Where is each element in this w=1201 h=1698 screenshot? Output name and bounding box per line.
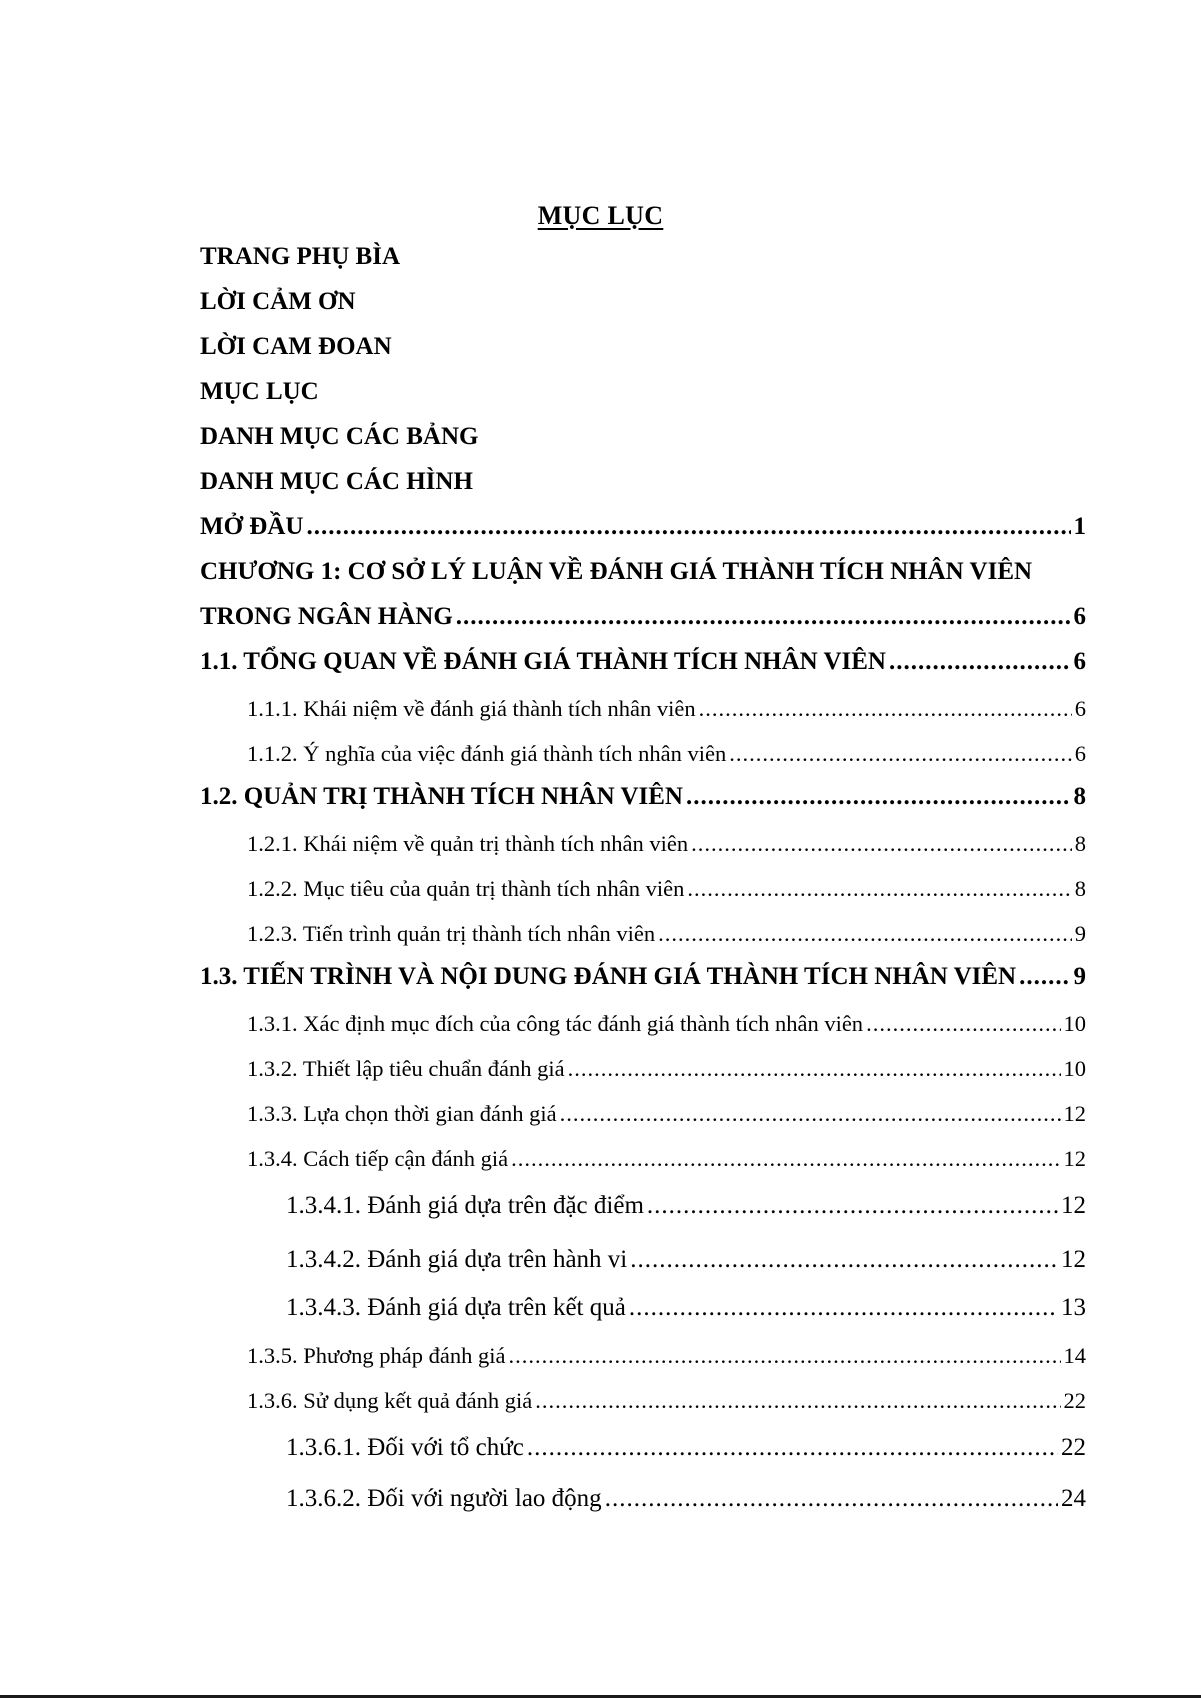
dot-leader bbox=[456, 603, 1071, 631]
dot-leader bbox=[630, 1246, 1058, 1274]
toc-entry-label: 1.2.3. Tiến trình quản trị thành tích nhân viên bbox=[247, 921, 656, 946]
toc-entry-label: 1.1.2. Ý nghĩa của việc đánh giá thành tích nhân viên bbox=[247, 741, 727, 766]
dot-leader bbox=[647, 1192, 1058, 1220]
toc-entry-label: 1.3.1. Xác định mục đích của công tác đánh giá thành tích nhân viên bbox=[247, 1011, 864, 1036]
dot-leader bbox=[511, 1146, 1060, 1172]
dot-leader bbox=[729, 741, 1072, 767]
toc-page-number: 8 bbox=[1074, 831, 1086, 856]
toc-entry bbox=[200, 603, 1086, 631]
toc-entry-label: 1.1.1. Khái niệm về đánh giá thành tích nhân viên bbox=[247, 696, 696, 721]
toc-entry-label: LỜI CAM ĐOAN bbox=[200, 333, 392, 360]
toc-entry-label: 1.3.6.2. Đối với người lao động bbox=[286, 1485, 602, 1512]
toc-page-number: 12 bbox=[1063, 1101, 1086, 1126]
toc-page-number: 12 bbox=[1063, 1146, 1086, 1171]
dot-leader bbox=[306, 513, 1070, 541]
toc-entry bbox=[286, 1294, 1086, 1322]
dot-leader bbox=[699, 696, 1072, 722]
dot-leader bbox=[629, 1294, 1058, 1322]
toc-page-number: 14 bbox=[1063, 1343, 1086, 1368]
toc-entry-label: TRANG PHỤ BÌA bbox=[200, 243, 401, 270]
toc-entry bbox=[247, 1146, 1086, 1172]
toc-entry bbox=[200, 423, 1086, 451]
toc-page-number: 9 bbox=[1073, 963, 1086, 990]
dot-leader bbox=[866, 1011, 1060, 1037]
toc-entry-label: 1.2. QUẢN TRỊ THÀNH TÍCH NHÂN VIÊN bbox=[200, 783, 683, 810]
toc-entry-label: 1.1. TỔNG QUAN VỀ ĐÁNH GIÁ THÀNH TÍCH NHÂN VIÊN bbox=[200, 648, 886, 675]
dot-leader bbox=[605, 1485, 1058, 1513]
toc-entry bbox=[247, 1056, 1086, 1082]
toc-entry bbox=[200, 378, 1086, 406]
toc-entry-label: 1.3.6. Sử dụng kết quả đánh giá bbox=[247, 1388, 533, 1413]
toc-entry-label: LỜI CẢM ƠN bbox=[200, 288, 356, 315]
toc-entry bbox=[247, 1343, 1086, 1369]
toc-entry bbox=[247, 696, 1086, 722]
toc-page-number: 13 bbox=[1061, 1294, 1086, 1321]
dot-leader bbox=[686, 783, 1071, 811]
dot-leader bbox=[527, 1434, 1058, 1462]
toc-entry bbox=[247, 1101, 1086, 1127]
toc-entry bbox=[200, 783, 1086, 811]
toc-entry bbox=[286, 1485, 1086, 1513]
toc-entry bbox=[286, 1246, 1086, 1274]
dot-leader bbox=[535, 1388, 1060, 1414]
toc-entry bbox=[247, 876, 1086, 902]
toc-entry-label: 1.2.1. Khái niệm về quản trị thành tích nhân viên bbox=[247, 831, 689, 856]
toc-page-number: 24 bbox=[1061, 1485, 1086, 1512]
toc-title: MỤC LỤC bbox=[537, 201, 664, 230]
toc-page-number: 6 bbox=[1073, 603, 1086, 630]
toc-page-number: 8 bbox=[1073, 783, 1086, 810]
toc-page-number: 10 bbox=[1063, 1056, 1086, 1081]
toc-entry bbox=[200, 243, 1086, 271]
dot-leader bbox=[687, 876, 1071, 902]
dot-leader bbox=[1019, 963, 1070, 991]
toc-entry-label: MỤC LỤC bbox=[200, 378, 319, 405]
toc-entry-label: DANH MỤC CÁC BẢNG bbox=[200, 423, 479, 450]
dot-leader bbox=[568, 1056, 1061, 1082]
toc-entry-label: 1.3.2. Thiết lập tiêu chuẩn đánh giá bbox=[247, 1056, 565, 1081]
toc-entry bbox=[247, 1011, 1086, 1037]
dot-leader bbox=[560, 1101, 1061, 1127]
toc-entry-label: 1.3.4.3. Đánh giá dựa trên kết quả bbox=[286, 1294, 626, 1321]
toc-entry bbox=[200, 288, 1086, 316]
dot-leader bbox=[691, 831, 1072, 857]
toc-entry bbox=[200, 558, 1086, 586]
toc-entry bbox=[200, 513, 1086, 541]
toc-page-number: 10 bbox=[1063, 1011, 1086, 1036]
toc-entry-label: 1.2.2. Mục tiêu của quản trị thành tích nhân viên bbox=[247, 876, 685, 901]
toc-page-number: 12 bbox=[1061, 1246, 1086, 1273]
dot-leader bbox=[508, 1343, 1060, 1369]
toc-entry bbox=[200, 333, 1086, 361]
toc-page-number: 22 bbox=[1061, 1434, 1086, 1461]
dot-leader bbox=[658, 921, 1072, 947]
toc-entry-label: 1.3.5. Phương pháp đánh giá bbox=[247, 1343, 506, 1368]
toc-page-number: 22 bbox=[1063, 1388, 1086, 1413]
toc-entry-label: 1.3. TIẾN TRÌNH VÀ NỘI DUNG ĐÁNH GIÁ THÀNH TÍCH NHÂN VIÊN bbox=[200, 963, 1017, 990]
toc-page-number: 9 bbox=[1074, 921, 1086, 946]
toc-entry bbox=[247, 921, 1086, 947]
toc-entry-label: 1.3.3. Lựa chọn thời gian đánh giá bbox=[247, 1101, 557, 1126]
toc-entry-label: 1.3.4. Cách tiếp cận đánh giá bbox=[247, 1146, 509, 1171]
toc-page-number: 8 bbox=[1074, 876, 1086, 901]
toc-entry bbox=[247, 831, 1086, 857]
toc-entry-label: 1.3.4.1. Đánh giá dựa trên đặc điểm bbox=[286, 1192, 644, 1219]
toc-entry bbox=[200, 468, 1086, 496]
toc-entry-label: 1.3.6.1. Đối với tổ chức bbox=[286, 1434, 524, 1461]
dot-leader bbox=[889, 648, 1071, 676]
toc-page-number: 12 bbox=[1061, 1192, 1086, 1219]
toc-entry bbox=[200, 963, 1086, 991]
toc-entry bbox=[200, 648, 1086, 676]
toc-entry-label: DANH MỤC CÁC HÌNH bbox=[200, 468, 473, 495]
toc-page-number: 6 bbox=[1074, 696, 1086, 721]
toc-entry bbox=[247, 741, 1086, 767]
toc-entry bbox=[286, 1192, 1086, 1220]
toc-entry-label: 1.3.4.2. Đánh giá dựa trên hành vi bbox=[286, 1246, 628, 1273]
toc-page-number: 1 bbox=[1073, 513, 1086, 540]
toc-page-number: 6 bbox=[1074, 741, 1086, 766]
toc-page-number: 6 bbox=[1073, 648, 1086, 675]
toc-entry bbox=[247, 1388, 1086, 1414]
toc-entry-label: TRONG NGÂN HÀNG bbox=[200, 603, 453, 630]
toc-entry-label: CHƯƠNG 1: CƠ SỞ LÝ LUẬN VỀ ĐÁNH GIÁ THÀNH TÍCH NHÂN VIÊN bbox=[200, 558, 1033, 585]
toc-entry bbox=[286, 1434, 1086, 1462]
toc-entry-label: MỞ ĐẦU bbox=[200, 513, 304, 540]
